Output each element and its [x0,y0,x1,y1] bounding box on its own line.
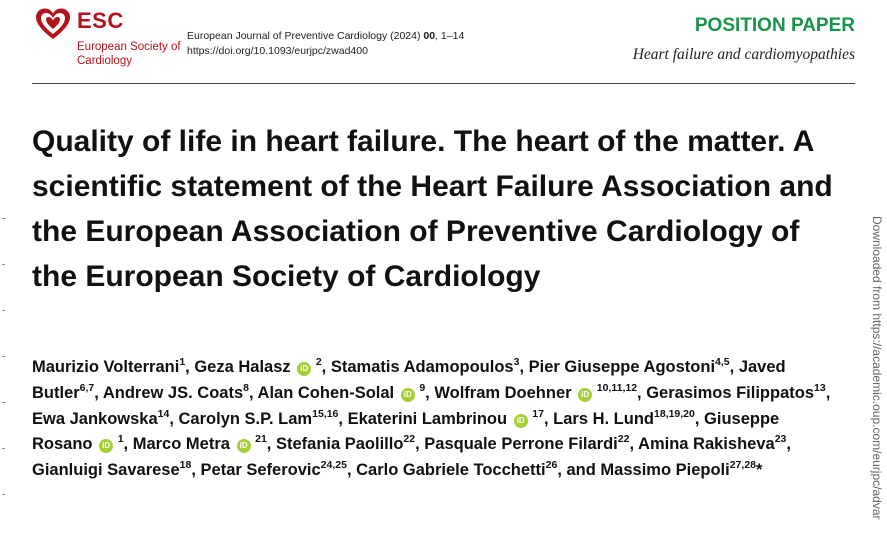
affiliation-superscript[interactable]: 14 [157,407,170,420]
affiliation-superscript[interactable]: 9 [419,381,426,394]
affiliation-superscript[interactable]: 18 [179,459,192,472]
author-name[interactable]: Gerasimos Filippatos [646,383,815,402]
affiliation-superscript[interactable]: 3 [513,356,520,368]
author-name[interactable]: Carlo Gabriele Tocchetti [356,461,546,480]
download-sidebar-text: Downloaded from https://academic.oup.com/eurjpc/advar [870,216,884,520]
margin-tick [2,264,5,265]
author-name[interactable]: Javed Butler [32,358,786,402]
affiliation-superscript[interactable]: 4,5 [715,356,730,368]
orcid-icon[interactable]: iD [99,439,113,453]
affiliation-superscript[interactable]: 23 [774,433,787,446]
author-name[interactable]: Giuseppe Rosano [32,409,780,454]
affiliation-superscript[interactable]: 1 [117,433,124,446]
section-label: Heart failure and cardiomyopathies [632,46,855,63]
corresponding-author-mark: * [756,461,763,480]
journal-volume: 00 [423,30,436,42]
affiliation-superscript[interactable]: 18,19,20 [653,407,695,420]
author-name[interactable]: Maurizio Volterrani [32,358,180,376]
journal-name: European Journal of Preventive Cardiology (2024) [187,30,421,42]
author-name[interactable]: Petar Seferovic [200,461,321,480]
orcid-icon[interactable]: iD [297,362,311,376]
affiliation-superscript[interactable]: 26 [545,459,558,472]
header-divider [32,83,855,84]
affiliation-superscript[interactable]: 1 [179,356,186,368]
author-name[interactable]: Ewa Jankowska [32,409,158,428]
author-name[interactable]: Massimo Piepoli [600,461,730,480]
author-list: Maurizio Volterrani$^1$, Geza Halasz iD $^2$, Stamatis Adamopoulos$^3$, Pier Giuseppe Agostoni$^{4,5}$, Javed Butler$^{6,7}$, Andrew JS. Coats$^8$, Alan Cohen-Solal iD $^9$, Wolfram Doehner iD $^{10,11,12}$, Gerasimos Filippatos$^{13}$, Ewa Jankowska$^{14}$, Carolyn S.P. Lam$^{15,16}$, Ekaterini Lambrinou iD $^{17}$, Lars H. Lund$^{18,19,20}$, Giuseppe Rosano iD $^1$, Marco Metra iD $^{21}$, Stefania Paolillo$^{22}$, Pasquale Perrone Filardi$^{22}$, Amina Rakisheva$^{23}$, Gianluigi Savarese$^{18}$, Petar Seferovic$^{24,25}$, Carlo Gabriele Tocchetti$^{26}$, and Massimo Piepoli$^{27,28}$* [32,356,831,480]
author-name[interactable]: Stefania Paolillo [275,435,404,454]
affiliation-superscript[interactable]: 21 [255,433,267,446]
author-name[interactable]: Pasquale Perrone Filardi [424,435,618,454]
margin-tick [2,356,5,357]
orcid-icon[interactable]: iD [578,388,592,402]
margin-tick [2,494,5,495]
margin-tick [2,402,5,403]
affiliation-superscript[interactable]: 22 [617,433,630,446]
logo-society-name: European Society of Cardiology [77,41,181,67]
affiliation-superscript[interactable]: 24,25 [320,459,347,472]
orcid-icon[interactable]: iD [401,388,415,402]
journal-pages: , 1–14 [435,30,465,42]
author-name[interactable]: Geza Halasz [194,358,291,376]
affiliation-superscript[interactable]: 27,28 [729,459,756,472]
author-name[interactable]: Alan Cohen-Solal [257,383,395,402]
logo-abbreviation: ESC [77,8,124,33]
affiliation-superscript[interactable]: 13 [814,381,826,394]
esc-heart-icon [34,7,72,41]
author-name[interactable]: Carolyn S.P. Lam [178,409,313,428]
orcid-icon[interactable]: iD [514,414,528,428]
author-name[interactable]: Amina Rakisheva [638,435,775,454]
affiliation-superscript[interactable]: 10,11,12 [596,381,638,394]
doi-link[interactable]: https://doi.org/10.1093/eurjpc/zwad400 [187,45,368,57]
affiliation-superscript[interactable]: 6,7 [79,381,95,394]
paper-type-label: POSITION PAPER [694,15,855,36]
author-name[interactable]: Wolfram Doehner [434,383,572,402]
author-name[interactable]: Ekaterini Lambrinou [347,409,508,428]
author-name[interactable]: Stamatis Adamopoulos [330,358,514,376]
journal-citation [187,29,464,44]
affiliation-superscript[interactable]: 17 [532,407,544,420]
author-name[interactable]: Marco Metra [132,435,230,454]
affiliation-superscript[interactable]: 15,16 [312,407,339,420]
affiliation-superscript[interactable]: 8 [243,381,249,394]
margin-tick [2,310,5,311]
author-name[interactable]: Gianluigi Savarese [32,461,180,480]
affiliation-superscript[interactable]: 22 [403,433,416,446]
author-name[interactable]: Pier Giuseppe Agostoni [528,358,716,376]
author-name[interactable]: Lars H. Lund [553,409,654,428]
margin-tick [2,218,5,219]
affiliation-superscript[interactable]: 2 [315,356,322,368]
article-title: Quality of life in heart failure. The heart of the matter. A scientific statement of the Heart Failure Association and the European Association of Preventive Cardiology of the European Society of Cardiology [32,125,833,293]
margin-tick [2,448,5,449]
orcid-icon[interactable]: iD [237,439,251,453]
author-name[interactable]: Andrew JS. Coats [102,383,244,402]
